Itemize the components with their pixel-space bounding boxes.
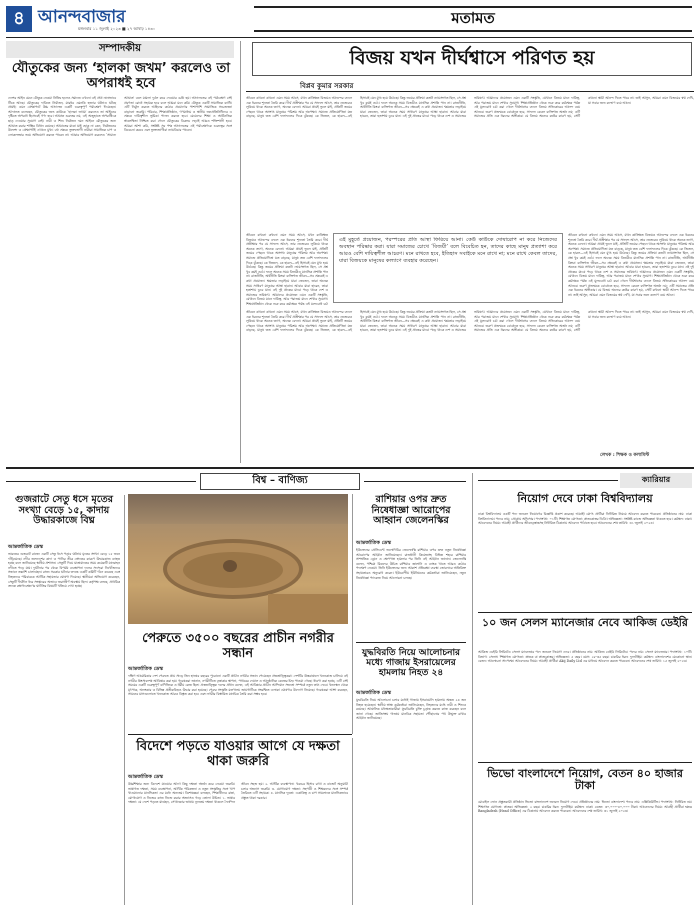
divider	[364, 481, 466, 482]
divider	[6, 481, 196, 482]
world-story1-headline: গুজরাটে সেতু ধসে মৃতের সংখ্যা বেড়ে ১৫, কাদায় উদ্ধারকাজে বিঘ্ন	[15, 494, 113, 527]
world-story2-body: দক্ষিণ আমেরিকার দেশ পেরুতে প্রায় সাড়ে তিন হাজার বছরের পুরোনো একটি প্রাচীন নগরীর সন্ধান পেয়েছেন প্রত্নতাত্ত্বিকরা। দেশটির উত্তরাঞ্চলে খননকাজ চালিয়ে এই নগরীর ধ্বংসাবশেষ আবিষ্কার করা হয়। গবেষকরা জানান, নগরীটিতে বৃত্তাকার স্থাপনা, পাথরের দেয়াল ও আনুষ্ঠানিক কেন্দ্রের চিহ্ন পাওয়া গেছে। ধারণা করা হচ্ছে, এটি সেই সময়ের একটি গুরুত্বপূর্ণ বাণিজ্যিক ও ধর্মীয় কেন্দ্র ছিল। প্রত্নতাত্ত্বিক দলের প্রধান বলেন, এই আবিষ্কার প্রাচীন আন্দিয়ান সভ্যতা সম্পর্কে নতুন তথ্য দেবে। খননস্থল থেকে মৃৎপাত্র, অলংকার ও বিভিন্ন প্রতীকচিহ্নও উদ্ধার করা হয়েছে। পেরুর সংস্কৃতি মন্ত্রণালয় জায়গাটিকে সংরক্ষিত এলাকা ঘোষণার উদ্যোগ নিয়েছে। গবেষকরা আশা করছেন, সামনের মাসগুলোতে খননকাজ আরও বিস্তৃত করা হবে এবং নগরীর বিস্তারিত মানচিত্র তৈরি করা সম্ভব হবে।	[128, 674, 348, 697]
masthead	[6, 6, 196, 36]
column-body-left: জীবনে কখনো কখনো এমন সময় আসে, যখন কাঙ্ক্ষিত বিজয়ও আনন্দের বদলে এক ধরনের শূন্যতা তৈরি করে। দীর্ঘ প্রতীক্ষার পর যে সাফল্য আসে, তার ভেতরেও লুকিয়ে থাকে অনেক ত্যাগ, অনেক বেদনা। আমরা প্রায়ই ভুলে যাই, প্রতিটি জয়ের পেছনে থাকে অসংখ্য মানুষের পরিশ্রম আর অপেক্ষা। সমাজে প্রতিযোগিতা যত বাড়ছে, মানুষ তত বেশি ফলাফলের দিকে ঝুঁকছে। কে জিতল, কে হারল—এই হিসাবই যেন মুখ্য হয়ে উঠেছে। কিন্তু জয়ের প্রক্রিয়া কতটা ন্যায়সংগত ছিল, সে প্রশ্ন খুব কমই ওঠে। ফলে অনেক সময় বিজয়ীও মানসিক প্রশান্তি পান না। রাজনীতি, অর্থনীতি কিংবা ব্যক্তিগত জীবন—সব ক্ষেত্রেই এ কথা প্রযোজ্য। ক্ষমতার লড়াইয়ে যারা জেতেন, তারা অনেক সময় সাধারণ মানুষের আস্থা হারান। আবার যারা হারেন, তারা হতাশায় ডুবে যান। এই দুই প্রান্তের মাঝে পড়ে থাকে দেশ ও সমাজের ভবিষ্যৎ। আমাদের প্রয়োজন এমন একটি সংস্কৃতি, যেখানে বিজয় মানে দায়িত্ব, আর পরাজয় মানে শেখার সুযোগ। শিক্ষাপ্রতিষ্ঠান থেকে শুরু করে কর্মক্ষেত্র পর্যন্ত এই মূল্যবোধ চর্চা	[246, 233, 328, 305]
brand-logo: আনন্দবাজার	[38, 7, 126, 27]
divider	[352, 738, 353, 905]
ancient-city-photo	[128, 494, 348, 624]
editorial-body: দেশের আইন মেনে যৌতুক নেওয়া নিষিদ্ধ হলেও সমাজে এখনো এই প্রথা নানাভাবে টিকে আছে। যৌতুকের দাবিতে নির্যাতন, মারধর এমনকি হত্যার ঘটনাও ঘটছে প্রায়ই। এমন প্রেক্ষাপটে উচ্চ আদালত একটি গুরুত্বপূর্ণ পর্যবেক্ষণ দিয়েছেন। আদালত বলেছেন, যৌতুকের জন্য কাউকে ‘হালকা জখম’ করলেও তা আইনের দৃষ্টিতে অপরাধ হিসেবেই গণ্য হবে। আঘাত গুরুতর নয়, এই অজুহাতে অপরাধীকে ছাড় দেওয়ার সুযোগ নেই। নারী ও শিশু নির্যাতন দমন আইনে যৌতুকের জন্য আঘাত করার শাস্তির বিধান রয়েছে। আঘাতের মাত্রা যাই হোক না কেন, নির্যাতনের উদ্দেশ্য ও প্রেক্ষাপটই এখানে মুখ্য। বহু ক্ষেত্রে ভুক্তভোগী নারীরা সামাজিক চাপ ও লোকলজ্জার ভয়ে অভিযোগ করতে পারেন না। আবার অভিযোগ করলেও ‘সামান্য আঘাত’ বলে মামলা দুর্বল করে দেওয়ার চেষ্টা হয়। আদালতের এই পর্যবেক্ষণ সেই প্রবণতা রোধে সহায়ক হবে বলে আমরা মনে করি। যৌতুক একটি সামাজিক ব্যাধি। এটি নির্মূল করতে আইনের কঠোর প্রয়োগের পাশাপাশি সামাজিক সচেতনতা বাড়ানো জরুরি। পরিবার, শিক্ষাপ্রতিষ্ঠান, গণমাধ্যম ও স্থানীয় জনপ্রতিনিধিদের এ ক্ষেত্রে দায়িত্বশীল ভূমিকা পালন করতে হবে। মেয়েদের শিক্ষা ও অর্থনৈতিক স্বাবলম্বিতা নিশ্চিত করা গেলে যৌতুকের বিরুদ্ধে লড়াই আরও শক্তিশালী হবে। আমরা আশা করি, সংশ্লিষ্ট সব পক্ষ আদালতের এই পর্যবেক্ষণকে গুরুত্বের সঙ্গে বিবেচনা করবে এবং ভুক্তভোগীরা ন্যায়বিচার পাবেন।	[8, 96, 232, 137]
divider	[478, 480, 618, 481]
column-pull-quote-box	[333, 233, 563, 303]
section-title: সম্পাদকীয়	[98, 43, 142, 54]
column-headline-box	[252, 42, 692, 76]
divider	[6, 37, 694, 38]
world-story1-byline: আন্তর্জাতিক ডেস্ক	[8, 544, 43, 550]
divider	[240, 41, 241, 463]
world-story2-byline: আন্তর্জাতিক ডেস্ক	[128, 666, 163, 672]
section-header-world-business	[200, 473, 360, 490]
world-story5-byline: আন্তর্জাতিক ডেস্ক	[128, 774, 163, 780]
world-story4-body: যুদ্ধবিরতি নিয়ে আলোচনা চলার মধ্যেই গাজায় ইসরায়েলি হামলায় অন্তত ২৪ জন নিহত হয়েছেন। স্থানীয় স্বাস্থ্য কর্মকর্তারা জানিয়েছেন, নিহতদের মধ্যে নারী ও শিশুও রয়েছে। আঞ্চলিক মধ্যস্থতাকারীরা যুদ্ধবিরতি চুক্তি চূড়ান্ত করতে কাজ করছেন বলে জানা গেছে। জাতিসংঘ গাজায় মানবিক সহায়তা পৌঁছানোর পথ উন্মুক্ত রাখার আহ্বান জানিয়েছে।	[356, 698, 466, 721]
career-job3-headline: ভিভো বাংলাদেশে নিয়োগ, বেতন ৪০ হাজার টাকা	[487, 767, 683, 793]
divider	[246, 91, 694, 92]
section-title: মতামত	[451, 8, 495, 27]
column-body: জীবনে কখনো কখনো এমন সময় আসে, যখন কাঙ্ক্ষিত বিজয়ও আনন্দের বদলে এক ধরনের শূন্যতা তৈরি করে। দীর্ঘ প্রতীক্ষার পর যে সাফল্য আসে, তার ভেতরেও লুকিয়ে থাকে অনেক ত্যাগ, অনেক বেদনা। আমরা প্রায়ই ভুলে যাই, প্রতিটি জয়ের পেছনে থাকে অসংখ্য মানুষের পরিশ্রম আর অপেক্ষা। সমাজে প্রতিযোগিতা যত বাড়ছে, মানুষ তত বেশি ফলাফলের দিকে ঝুঁকছে। কে জিতল, কে হারল—এই হিসাবই যেন মুখ্য হয়ে উঠেছে। কিন্তু জয়ের প্রক্রিয়া কতটা ন্যায়সংগত ছিল, সে প্রশ্ন খুব কমই ওঠে। ফলে অনেক সময় বিজয়ীও মানসিক প্রশান্তি পান না। রাজনীতি, অর্থনীতি কিংবা ব্যক্তিগত জীবন—সব ক্ষেত্রেই এ কথা প্রযোজ্য। ক্ষমতার লড়াইয়ে যারা জেতেন, তারা অনেক সময় সাধারণ মানুষের আস্থা হারান। আবার যারা হারেন, তারা হতাশায় ডুবে যান। এই দুই প্রান্তের মাঝে পড়ে থাকে দেশ ও সমাজের ভবিষ্যৎ। আমাদের প্রয়োজন এমন একটি সংস্কৃতি, যেখানে বিজয় মানে দায়িত্ব, আর পরাজয় মানে শেখার সুযোগ। শিক্ষাপ্রতিষ্ঠান থেকে শুরু করে কর্মক্ষেত্র পর্যন্ত এই মূল্যবোধ চর্চা করা গেলে দীর্ঘশ্বাসের বদলে বিজয় সত্যিকারের আনন্দ বয়ে আনবে। তরুণ প্রজন্মকে বোঝাতে হবে, সাফল্য কেবল ব্যক্তিগত অর্জন নয়; এটি সমাজের প্রতি এক ধরনের অঙ্গীকার। যে বিজয় অন্যের কষ্টের কারণ হয়, সেটি কখনো স্থায়ী আনন্দ দিতে পারে না। তাই আসুন, আমরা এমন বিজয়ের স্বপ্ন দেখি, যা সবার জন্য কল্যাণ বয়ে আনে।	[246, 96, 694, 119]
career-job1-headline: নিয়োগ দেবে ঢাকা বিশ্ববিদ্যালয়	[517, 492, 653, 505]
section-header-editorial	[6, 41, 234, 58]
divider	[472, 473, 473, 905]
world-story5-body: উচ্চশিক্ষার জন্য বিদেশে যাওয়ার আগে কিছু দক্ষতা অর্জন করে নেওয়া জরুরি। ভাষাগত দক্ষতা, সময় ব্যবস্থাপনা, আর্থিক পরিকল্পনা ও নতুন সংস্কৃতির সঙ্গে খাপ খাওয়ানোর মানসিকতা এর মধ্যে অন্যতম। বিশেষজ্ঞরা বলছেন, শিক্ষার্থীদের রান্না, যোগাযোগ ও নিজের কাজ নিজে করার অভ্যাসও গড়ে তোলা উচিত। ১. ভাষার দক্ষতা: যে দেশে পড়তে যাচ্ছেন, সেখানকার ভাষায় ন্যূনতম দক্ষতা থাকলে দৈনন্দিন জীবন সহজ হয়। ২. আর্থিক ব্যবস্থাপনা: খরচের হিসাব রাখা ও বাজেট অনুযায়ী চলার অভ্যাস জরুরি। ৩. যোগাযোগ দক্ষতা: সহপাঠী ও শিক্ষকদের সঙ্গে সম্পর্ক তৈরিতে এটি সহায়ক। ৪. মানসিক দৃঢ়তা: একাকিত্ব ও চাপ সামলাতে মানসিকভাবে প্রস্তুত থাকা দরকার।	[128, 782, 348, 805]
world-story4-headline: যুদ্ধবিরতি নিয়ে আলোচনার মধ্যে গাজায় ইসরায়েলের হামলায় নিহত ২৪	[362, 648, 460, 679]
world-story3-headline: রাশিয়ার ওপর দ্রুত নিষেধাজ্ঞা আরোপের আহ্বান জেলেনস্কির	[371, 494, 451, 527]
divider	[124, 495, 125, 905]
dateline: মঙ্গলবার ১১ জুলাই ২০২৩ ■ ২৭ আষাঢ় ১৪৩০	[78, 26, 156, 31]
divider	[356, 642, 466, 643]
world-story3-body: ইউক্রেনের প্রেসিডেন্ট ভলোদিমির জেলেনস্কি রাশিয়ার ওপর দ্রুত নতুন নিষেধাজ্ঞা আরোপের আহ্বান জানিয়েছেন। রাজধানী কিয়েভসহ বিভিন্ন শহরে রাশিয়ার সাম্প্রতিক ড্রোন ও ক্ষেপণাস্ত্র হামলার পর তিনি এই আহ্বান জানান। জেলেনস্কি বলেন, পশ্চিমা মিত্রদের উচিত রাশিয়ার জ্বালানি ও ব্যাংক খাতে আরও কঠোর পদক্ষেপ নেওয়া। তিনি ইউক্রেনের জন্য আকাশ প্রতিরক্ষা ব্যবস্থা জোরদারে অতিরিক্ত সহায়তারও অনুরোধ করেন। ইউরোপীয় ইউনিয়নের কর্মকর্তারা জানিয়েছেন, নতুন নিষেধাজ্ঞা প্যাকেজ নিয়ে আলোচনা চলছে।	[356, 548, 466, 580]
career-job3-body: মোবাইল ফোন প্রস্তুতকারী প্রতিষ্ঠান ভিভো বাংলাদেশে জনবল নিয়োগ দেবে। প্রতিষ্ঠানের নাম: ভিভো বাংলাদেশ। পদের নাম: এক্সিকিউটিভ। পদসংখ্যা: নির্ধারিত নয়। শিক্ষাগত যোগ্যতা: স্নাতক। অভিজ্ঞতা: ২ বছর। চাকরির ধরন: ফুলটাইম। কর্মস্থল: ঢাকা। বেতন: ৩০,০০০-৪০,০০০ টাকা। আবেদনের নিয়ম: আগ্রহী প্রার্থীরা vivo Bangladesh (Head Office) এর ঠিকানায় আবেদন করতে পারবেন। আবেদনের শেষ তারিখ: ৩১ জুলাই ২০২৩।	[478, 800, 692, 814]
column-body-right: জীবনে কখনো কখনো এমন সময় আসে, যখন কাঙ্ক্ষিত বিজয়ও আনন্দের বদলে এক ধরনের শূন্যতা তৈরি করে। দীর্ঘ প্রতীক্ষার পর যে সাফল্য আসে, তার ভেতরেও লুকিয়ে থাকে অনেক ত্যাগ, অনেক বেদনা। আমরা প্রায়ই ভুলে যাই, প্রতিটি জয়ের পেছনে থাকে অসংখ্য মানুষের পরিশ্রম আর অপেক্ষা। সমাজে প্রতিযোগিতা যত বাড়ছে, মানুষ তত বেশি ফলাফলের দিকে ঝুঁকছে। কে জিতল, কে হারল—এই হিসাবই যেন মুখ্য হয়ে উঠেছে। কিন্তু জয়ের প্রক্রিয়া কতটা ন্যায়সংগত ছিল, সে প্রশ্ন খুব কমই ওঠে। ফলে অনেক সময় বিজয়ীও মানসিক প্রশান্তি পান না। রাজনীতি, অর্থনীতি কিংবা ব্যক্তিগত জীবন—সব ক্ষেত্রেই এ কথা প্রযোজ্য। ক্ষমতার লড়াইয়ে যারা জেতেন, তারা অনেক সময় সাধারণ মানুষের আস্থা হারান। আবার যারা হারেন, তারা হতাশায় ডুবে যান। এই দুই প্রান্তের মাঝে পড়ে থাকে দেশ ও সমাজের ভবিষ্যৎ। আমাদের প্রয়োজন এমন একটি সংস্কৃতি, যেখানে বিজয় মানে দায়িত্ব, আর পরাজয় মানে শেখার সুযোগ। শিক্ষাপ্রতিষ্ঠান থেকে শুরু করে কর্মক্ষেত্র পর্যন্ত এই মূল্যবোধ চর্চা করা গেলে দীর্ঘশ্বাসের বদলে বিজয় সত্যিকারের আনন্দ বয়ে আনবে। তরুণ প্রজন্মকে বোঝাতে হবে, সাফল্য কেবল ব্যক্তিগত অর্জন নয়; এটি সমাজের প্রতি এক ধরনের অঙ্গীকার। যে বিজয় অন্যের কষ্টের কারণ হয়, সেটি কখনো স্থায়ী আনন্দ দিতে পারে না। তাই আসুন, আমরা এমন বিজয়ের স্বপ্ন দেখি, যা সবার জন্য কল্যাণ বয়ে আনে।	[568, 233, 694, 297]
world-story4-byline: আন্তর্জাতিক ডেস্ক	[356, 690, 391, 696]
divider	[478, 612, 692, 613]
world-story1-body: ভারতের গুজরাট রাজ্যে একটি সেতু ধসে পড়ার ঘটনায় মৃতের সংখ্যা বেড়ে ১৫ জনে দাঁড়িয়েছে। নদীর তলদেশের কাদা ও পানির তীব্র স্রোতের কারণে উদ্ধারকাজ ব্যাহত হচ্ছে বলে জানিয়েছে স্থানীয় প্রশাসন। সেতুটি দিয়ে যাতায়াতের সময় কয়েকটি যানবাহন নদীতে পড়ে যায়। দুর্ঘটনার পর থেকে বিপর্যয় ব্যবস্থাপনা দলের সদস্যরা নিখোঁজদের সন্ধানে তল্লাশি চালাচ্ছেন। রাজ্য সরকার ঘটনার তদন্তে একটি কমিটি গঠন করেছে এবং নিহতদের পরিবারকে আর্থিক সহায়তার ঘোষণা দিয়েছে। স্থানীয়রা অভিযোগ করেছেন, সেতুটি দীর্ঘদিন ধরে সংস্কারের অভাবে জরাজীর্ণ অবস্থায় ছিল। কর্তৃপক্ষ বলছে, প্রাথমিক তদন্তে রক্ষণাবেক্ষণের ঘাটতির বিষয়টি খতিয়ে দেখা হচ্ছে।	[8, 552, 120, 589]
column-pull-quote: এই মুহূর্তে প্রয়োজন, পরস্পরের প্রতি আস্থা ফিরিয়ে আনা। কেউ কাউকে দোষারোপ না করে নিজেদের অবস্থান পরিষ্কার করা। যারা সমাজের চোখে ‘বিজয়ী’ বলে বিবেচিত হন, তাদের কাছে মানুষ প্রত্যাশা করে আরও বেশি দায়িত্বশীল আচরণ। মনে রাখতে হবে, ইতিহাস সবাইকে মনে রাখে না; মনে রাখে কেবল তাদের, যারা বিজয়কে মানুষের কল্যাণে ব্যবহার করেছেন।	[339, 237, 557, 264]
section-header-career	[620, 473, 692, 488]
world-story3-byline: আন্তর্জাতিক ডেস্ক	[356, 540, 391, 546]
career-job2-headline: ১০ জন সেলস ম্যানেজার নেবে আকিজ ডেইরি	[482, 616, 688, 629]
section-header-opinion	[254, 6, 692, 32]
column-author: বিপ্লব কুমার সরকার	[300, 82, 354, 90]
column-headline: বিজয় যখন দীর্ঘশ্বাসে পরিণত হয়	[349, 47, 595, 70]
divider	[6, 467, 694, 469]
section-title: বিশ্ব – বাণিজ্য	[252, 475, 308, 486]
world-story5-headline: বিদেশে পড়তে যাওয়ার আগে যে দক্ষতা থাকা জরুরি	[136, 739, 340, 769]
career-job2-body: আকিজ ডেইরি লিমিটেড সেলস ম্যানেজার পদে জনবল নিয়োগ দেবে। প্রতিষ্ঠানের নাম: আকিজ ডেইরি লিমিটেড। পদের নাম: সেলস ম্যানেজার। পদসংখ্যা: ১০টি। বিভাগ: সেলস। শিক্ষাগত যোগ্যতা: স্নাতক বা স্নাতকোত্তর। অভিজ্ঞতা: ৫ বছর। বয়স: ২৮-৩৫ বছর। চাকরির ধরন: ফুলটাইম। কর্মস্থল: বাংলাদেশের যেকোনো স্থান। বেতন: আলোচনা সাপেক্ষে। আবেদনের নিয়ম: আগ্রহী প্রার্থীরা Akij Daily Ltd এর মাধ্যমে আবেদন করতে পারবেন। আবেদনের শেষ তারিখ: ১৫ জুলাই ২০২৩।	[478, 650, 692, 664]
divider	[352, 494, 353, 734]
career-job1-body: ঢাকা বিশ্ববিদ্যালয় একটি পদে জনবল নিয়োগের বিজ্ঞপ্তি প্রকাশ করেছে। আগ্রহী যোগ্য প্রার্থীরা নির্ধারিত নিয়মে আবেদন করতে পারবেন। প্রতিষ্ঠানের নাম: ঢাকা বিশ্ববিদ্যালয়। পদের নাম: প্রোগ্রাম অফিসার। পদসংখ্যা: ০১টি। শিক্ষাগত যোগ্যতা: স্নাতকোত্তর ডিগ্রি। অভিজ্ঞতা: সংশ্লিষ্ট কাজে অভিজ্ঞতা থাকতে হবে। কর্মস্থল: ঢাকা। আবেদনের নিয়ম: আগ্রহী প্রার্থীদের জীবনবৃত্তান্তসহ নির্ধারিত ঠিকানায় আবেদন পাঠাতে হবে। আবেদনের শেষ তারিখ: ৩১ জুলাই ২০২৩।	[478, 512, 692, 526]
section-title: ক্যারিয়ার	[641, 475, 671, 484]
world-story2-headline: পেরুতে ৩৫০০ বছরের প্রাচীন নগরীর সন্ধান	[142, 631, 334, 661]
column-body-lower: জীবনে কখনো কখনো এমন সময় আসে, যখন কাঙ্ক্ষিত বিজয়ও আনন্দের বদলে এক ধরনের শূন্যতা তৈরি করে। দীর্ঘ প্রতীক্ষার পর যে সাফল্য আসে, তার ভেতরেও লুকিয়ে থাকে অনেক ত্যাগ, অনেক বেদনা। আমরা প্রায়ই ভুলে যাই, প্রতিটি জয়ের পেছনে থাকে অসংখ্য মানুষের পরিশ্রম আর অপেক্ষা। সমাজে প্রতিযোগিতা যত বাড়ছে, মানুষ তত বেশি ফলাফলের দিকে ঝুঁকছে। কে জিতল, কে হারল—এই হিসাবই যেন মুখ্য হয়ে উঠেছে। কিন্তু জয়ের প্রক্রিয়া কতটা ন্যায়সংগত ছিল, সে প্রশ্ন খুব কমই ওঠে। ফলে অনেক সময় বিজয়ীও মানসিক প্রশান্তি পান না। রাজনীতি, অর্থনীতি কিংবা ব্যক্তিগত জীবন—সব ক্ষেত্রেই এ কথা প্রযোজ্য। ক্ষমতার লড়াইয়ে যারা জেতেন, তারা অনেক সময় সাধারণ মানুষের আস্থা হারান। আবার যারা হারেন, তারা হতাশায় ডুবে যান। এই দুই প্রান্তের মাঝে পড়ে থাকে দেশ ও সমাজের ভবিষ্যৎ। আমাদের প্রয়োজন এমন একটি সংস্কৃতি, যেখানে বিজয় মানে দায়িত্ব, আর পরাজয় মানে শেখার সুযোগ। শিক্ষাপ্রতিষ্ঠান থেকে শুরু করে কর্মক্ষেত্র পর্যন্ত এই মূল্যবোধ চর্চা করা গেলে দীর্ঘশ্বাসের বদলে বিজয় সত্যিকারের আনন্দ বয়ে আনবে। তরুণ প্রজন্মকে বোঝাতে হবে, সাফল্য কেবল ব্যক্তিগত অর্জন নয়; এটি সমাজের প্রতি এক ধরনের অঙ্গীকার। যে বিজয় অন্যের কষ্টের কারণ হয়, সেটি কখনো স্থায়ী আনন্দ দিতে পারে না। তাই আসুন, আমরা এমন বিজয়ের স্বপ্ন দেখি, যা সবার জন্য কল্যাণ বয়ে আনে।	[246, 310, 694, 333]
page-number: ৪	[6, 6, 32, 32]
divider	[478, 762, 692, 763]
divider	[128, 734, 352, 735]
editorial-headline: যৌতুকের জন্য ‘হালকা জখম’ করলেও তা অপরাধই হবে	[11, 61, 231, 91]
column-footer: লেখক : শিক্ষক ও কলামিস্ট	[600, 453, 650, 458]
